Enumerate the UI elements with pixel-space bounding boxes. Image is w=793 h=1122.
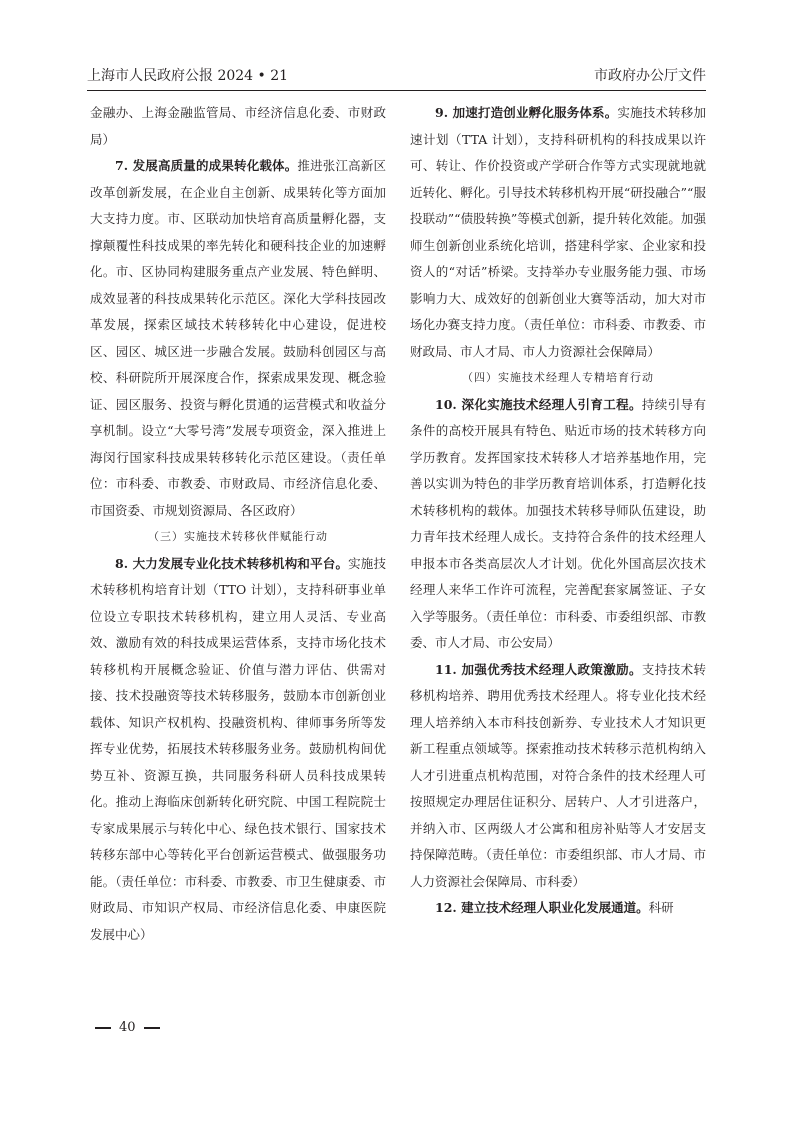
page-number: 40 [119, 1020, 136, 1035]
gazette-title: 上海市人民政府公报 2024 • 21 [87, 68, 289, 84]
paragraph-text: 推进张江高新区改革创新发展，在企业自主创新、成果转化等方面加大支持力度。市、区联动加快培育高质量孵化器，支撑颠覆性科技成果的率先转化和硬科技企业的加速孵化。市、区协同构建服务重点产业发展、特色鲜明、成效显著的科技成果转化示范区。深化大学科技园改革发展，探索区域技术转移转化中心建设，促进校区、园区、城区进一步融合发展。鼓励科创园区与高校、科研院所开展深度合作，探索成果发现、概念验证、园区服务、投资与孵化贯通的运营模式和收益分享机制。设立“大零号湾”发展专项资金，深入推进上海闵行国家科技成果转移转化示范区建设。（责任单位：市科委、市教委、市财政局、市经济信息化委、市国资委、市规划资源局、各区政府） [90, 158, 386, 518]
page-footer [95, 1018, 160, 1038]
paragraph-text: 持续引导有条件的高校开展具有特色、贴近市场的技术转移方向学历教育。发挥国家技术转移人才培养基地作用，完善以实训为特色的非学历教育培训体系，打造孵化技术转移机构的载体。加强技术转移导师队伍建设，助力青年技术经理人成长。支持符合条件的技术经理人申报本市各类高层次人才计划。优化外国高层次技术经理人来华工作许可流程，完善配套家属签证、子女入学等服务。（责任单位：市科委、市委组织部、市教委、市人才局、市公安局） [410, 396, 706, 650]
item-heading: 7. 发展高质量的成果转化载体。 [115, 158, 298, 173]
paragraph-item-11 [410, 657, 706, 896]
paragraph-text: 科研 [648, 900, 674, 915]
footer-dash-left [95, 1027, 111, 1029]
item-heading: 11. 加强优秀技术经理人政策激励。 [435, 661, 642, 677]
paragraph-item-8 [90, 551, 386, 949]
item-heading: 8. 大力发展专业化技术转移机构和平台。 [115, 555, 349, 571]
item-heading: 10. 深化实施技术经理人引育工程。 [435, 396, 642, 412]
paragraph-continuation [90, 100, 386, 153]
page-header [87, 66, 706, 91]
paragraph-text: 实施技术转移加速计划（TTA 计划），支持科研机构的科技成果以许可、转让、作价投资或产学研合作等方式实现就地就近转化、孵化。引导技术转移机构开展“研投融合”“服投联动”“债股转换”等模式创新，提升转化效能。加强师生创新创业系统化培训，搭建科学家、企业家和投资人的“对话”桥梁。支持举办专业服务能力强、市场影响力大、成效好的创新创业大赛等活动，加大对市场化办赛支持力度。（责任单位：市科委、市教委、市财政局、市人才局、市人力资源社会保障局） [410, 105, 706, 359]
item-heading: 12. 建立技术经理人职业化发展通道。 [435, 900, 649, 915]
section-heading-4: （四）实施技术经理人专精培育行动 [462, 371, 654, 384]
section-heading-3: （三）实施技术转移伙伴赋能行动 [148, 530, 328, 543]
paragraph-item-12 [410, 895, 706, 922]
paragraph-text: 金融办、上海金融监管局、市经济信息化委、市财政局） [90, 105, 386, 147]
document-category: 市政府办公厅文件 [594, 68, 706, 84]
right-column [410, 100, 706, 922]
paragraph-text: 支持技术转移机构培养、聘用优秀技术经理人。将专业化技术经理人培养纳入本市科技创新券、专业技术人才知识更新工程重点领域等。探索推动技术转移示范机构纳入人才引进重点机构范围，对符合条件的技术经理人可按照规定办理居住证积分、居转户、人才引进落户，并纳入市、区两级人才公寓和租房补贴等人才安居支持保障范畴。（责任单位：市委组织部、市人才局、市人力资源社会保障局、市科委） [410, 661, 706, 889]
footer-dash-right [144, 1027, 160, 1029]
left-column [90, 100, 386, 948]
paragraph-item-7 [90, 153, 386, 524]
item-heading: 9. 加速打造创业孵化服务体系。 [435, 105, 618, 120]
paragraph-item-10 [410, 392, 706, 657]
paragraph-text: 实施技术转移机构培育计划（TTO 计划），支持科研事业单位设立专职技术转移机构，建立用人灵活、专业高效、激励有效的科技成果运营体系，支持市场化技术转移机构开展概念验证、价值与潜力评估、供需对接、技术投融资等技术转移服务，鼓励本市创新创业载体、知识产权机构、投融资机构、律师事务所等发挥专业优势，拓展技术转移服务业务。鼓励机构间优势互补、资源互换，共同服务科研人员科技成果转化。推动上海临床创新转化研究院、中国工程院院士专家成果展示与转化中心、绿色技术银行、国家技术转移东部中心等转化平台创新运营模式、做强服务功能。（责任单位：市科委、市教委、市卫生健康委、市财政局、市知识产权局、市经济信息化委、申康医院发展中心） [90, 555, 386, 942]
paragraph-item-9 [410, 100, 706, 365]
